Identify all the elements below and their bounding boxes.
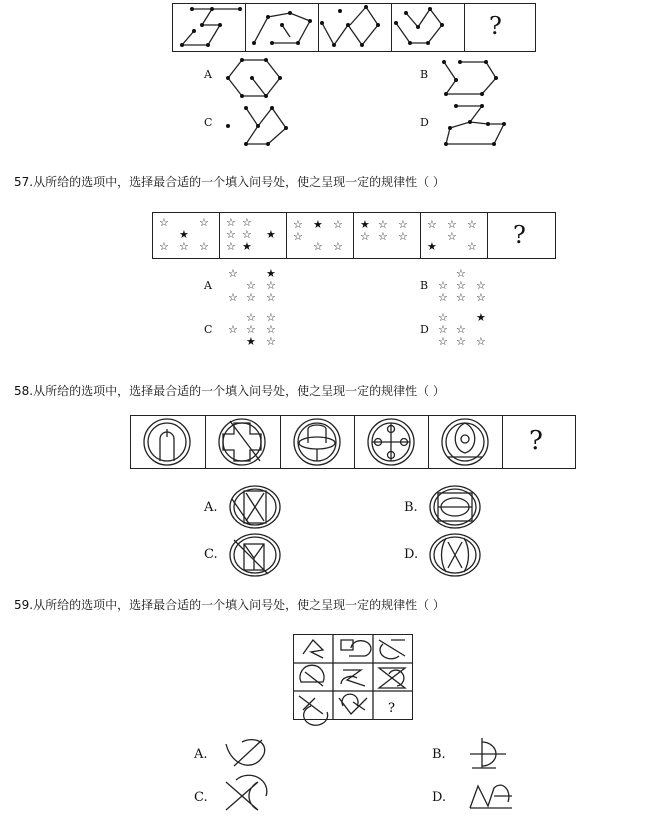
q57-question-text: 57.从所给的选项中，选择最合适的一个填入问号处，使之呈现一定的规律性（ ） <box>14 175 445 189</box>
q56-option-d-figure[interactable] <box>438 102 518 148</box>
star: ★ <box>313 218 323 231</box>
q56-option-c-figure[interactable] <box>222 102 302 148</box>
q56-option-a-figure[interactable] <box>222 56 292 102</box>
star: ☆ <box>333 240 343 253</box>
q57-sequence-strip <box>152 212 556 259</box>
q58-question-text: 58.从所给的选项中，选择最合适的一个填入问号处，使之呈现一定的规律性（ ） <box>14 384 445 398</box>
star: ☆ <box>159 240 169 253</box>
star: ☆ <box>447 218 457 231</box>
star: ☆ <box>456 291 466 304</box>
q59-option-b-label: B. <box>432 747 446 762</box>
star: ☆ <box>398 230 408 243</box>
q58-option-d-label: D. <box>404 547 419 562</box>
star: ☆ <box>313 240 323 253</box>
star: ☆ <box>293 218 303 231</box>
q59-question-text: 59.从所给的选项中，选择最合适的一个填入问号处，使之呈现一定的规律性（ ） <box>14 598 445 612</box>
q57-option-b-label: B <box>420 279 429 292</box>
star: ☆ <box>333 218 343 231</box>
star: ☆ <box>159 216 169 229</box>
star: ☆ <box>226 228 236 241</box>
star: ★ <box>427 240 437 253</box>
star: ☆ <box>476 291 486 304</box>
q58-sequence-figures <box>130 415 510 469</box>
q59-option-c-figure[interactable] <box>222 776 272 816</box>
q59-option-b-figure[interactable] <box>466 734 516 774</box>
q57-option-c-label: C <box>204 323 213 336</box>
star: ☆ <box>438 279 448 292</box>
q57-question-mark: ? <box>513 221 526 249</box>
star: ☆ <box>266 279 276 292</box>
q56-option-b-figure[interactable] <box>438 56 508 102</box>
star: ☆ <box>398 218 408 231</box>
star: ☆ <box>179 240 189 253</box>
star: ☆ <box>246 279 256 292</box>
star: ☆ <box>456 267 466 280</box>
q57-option-d-figure[interactable] <box>434 312 494 348</box>
q58-option-b-figure[interactable] <box>428 485 484 531</box>
star: ☆ <box>467 240 477 253</box>
q58-option-a-label: A. <box>204 500 218 515</box>
q58-question-mark: ? <box>529 426 543 456</box>
q56-option-d-label: D <box>420 116 429 129</box>
star: ☆ <box>246 311 256 324</box>
star: ☆ <box>438 323 448 336</box>
star: ☆ <box>456 335 466 348</box>
star: ☆ <box>246 323 256 336</box>
star: ☆ <box>242 216 252 229</box>
q58-option-c-label: C. <box>204 547 218 562</box>
star: ☆ <box>456 323 466 336</box>
q56-question-mark: ? <box>489 12 502 40</box>
star: ☆ <box>266 335 276 348</box>
star: ☆ <box>228 291 238 304</box>
star: ☆ <box>438 335 448 348</box>
star: ☆ <box>476 279 486 292</box>
q59-option-a-label: A. <box>194 747 208 762</box>
star: ★ <box>476 311 486 324</box>
q57-option-a-label: A <box>204 279 212 292</box>
star: ☆ <box>266 311 276 324</box>
star: ☆ <box>266 323 276 336</box>
q58-option-a-figure[interactable] <box>228 485 284 531</box>
star: ☆ <box>447 230 457 243</box>
q59-option-a-figure[interactable] <box>222 734 272 774</box>
q57-option-b-figure[interactable] <box>434 268 494 304</box>
q57-option-c-figure[interactable] <box>224 312 284 348</box>
star: ☆ <box>266 291 276 304</box>
q59-question-mark: ? <box>388 701 395 716</box>
star: ★ <box>246 335 256 348</box>
q56-sequence-figures <box>172 3 472 53</box>
q58-option-d-figure[interactable] <box>428 532 484 578</box>
q57-option-d-label: D <box>420 323 429 336</box>
star: ☆ <box>242 228 252 241</box>
star: ☆ <box>360 230 370 243</box>
star: ★ <box>266 267 276 280</box>
star: ☆ <box>427 218 437 231</box>
q59-option-d-figure[interactable] <box>466 776 516 816</box>
star: ☆ <box>293 230 303 243</box>
star: ☆ <box>226 216 236 229</box>
star: ☆ <box>456 279 466 292</box>
q57-option-a-figure[interactable] <box>224 268 284 304</box>
q58-option-b-label: B. <box>404 500 418 515</box>
q59-option-c-label: C. <box>194 790 208 805</box>
star: ☆ <box>438 311 448 324</box>
star: ☆ <box>467 218 477 231</box>
q56-option-a-label: A <box>204 68 212 81</box>
star: ☆ <box>228 323 238 336</box>
q58-option-c-figure[interactable] <box>228 532 284 578</box>
star: ☆ <box>438 291 448 304</box>
star: ☆ <box>226 240 236 253</box>
star: ☆ <box>199 216 209 229</box>
q59-grid-lines <box>293 634 413 720</box>
q59-option-d-label: D. <box>432 790 447 805</box>
star: ☆ <box>378 230 388 243</box>
star: ☆ <box>246 291 256 304</box>
q56-option-c-label: C <box>204 116 213 129</box>
star: ★ <box>242 240 252 253</box>
star: ★ <box>179 228 189 241</box>
star: ☆ <box>476 335 486 348</box>
q56-option-b-label: B <box>420 68 429 81</box>
star: ☆ <box>378 218 388 231</box>
star: ☆ <box>199 240 209 253</box>
star: ★ <box>360 218 370 231</box>
star: ★ <box>266 228 276 241</box>
star: ☆ <box>228 267 238 280</box>
